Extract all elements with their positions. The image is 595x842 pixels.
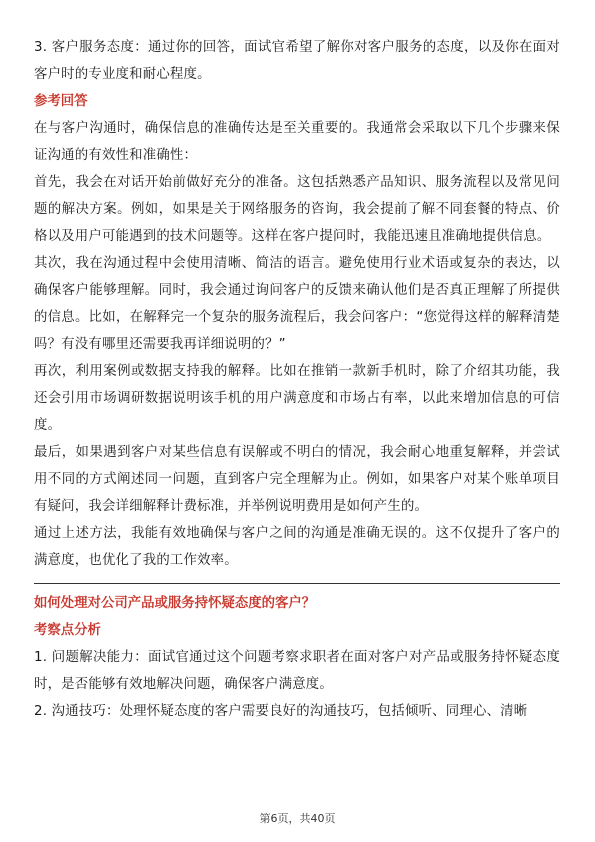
page-number: 第6页，共40页	[259, 812, 336, 825]
answer-paragraph-conclusion: 通过上述方法，我能有效地确保与客户之间的沟通是准确无误的。这不仅提升了客户的满意度，也优化了我的工作效率。	[34, 526, 560, 568]
analysis-item-2: 2. 沟通技巧：处理怀疑态度的客户需要良好的沟通技巧，包括倾听、同理心、清晰	[34, 704, 528, 719]
question-title: 如何处理对公司产品或服务持怀疑态度的客户？	[34, 596, 316, 611]
reference-answer-heading: 参考回答	[34, 94, 88, 109]
answer-paragraph-intro: 在与客户沟通时，确保信息的准确传达是至关重要的。我通常会采取以下几个步骤来保证沟通的有效性和准确性：	[34, 121, 560, 163]
answer-paragraph-second: 其次，我在沟通过程中会使用清晰、简洁的语言。避免使用行业术语或复杂的表达，以确保客户能够理解。同时，我会通过询问客户的反馈来确认他们是否真正理解了所提供的信息。比如，在解释完一个复杂的服务流程后，我会问客户：“您觉得这样的解释清楚吗？有没有哪里还需要我再详细说明的？”	[34, 256, 560, 352]
point-3-customer-service-attitude: 3. 客户服务态度：通过你的回答，面试官希望了解你对客户服务的态度，以及你在面对客户时的专业度和耐心程度。	[34, 40, 560, 82]
answer-paragraph-first: 首先，我会在对话开始前做好充分的准备。这包括熟悉产品知识、服务流程以及常见问题的解决方案。例如，如果是关于网络服务的咨询，我会提前了解不同套餐的特点、价格以及用户可能遇到的技术问题等。这样在客户提问时，我能迅速且准确地提供信息。	[34, 175, 560, 244]
answer-paragraph-last: 最后，如果遇到客户对某些信息有误解或不明白的情况，我会耐心地重复解释，并尝试用不同的方式阐述同一问题，直到客户完全理解为止。例如，如果客户对某个账单项目有疑问，我会详细解释计费标准，并举例说明费用是如何产生的。	[34, 445, 560, 514]
section-divider	[34, 583, 560, 584]
document-page	[34, 34, 560, 725]
analysis-heading: 考察点分析	[34, 623, 101, 638]
answer-paragraph-third: 再次，利用案例或数据支持我的解释。比如在推销一款新手机时，除了介绍其功能，我还会引用市场调研数据说明该手机的用户满意度和市场占有率，以此来增加信息的可信度。	[34, 364, 560, 433]
analysis-item-1: 1. 问题解决能力：面试官通过这个问题考察求职者在面对客户对产品或服务持怀疑态度时，是否能够有效地解决问题，确保客户满意度。	[34, 650, 560, 692]
